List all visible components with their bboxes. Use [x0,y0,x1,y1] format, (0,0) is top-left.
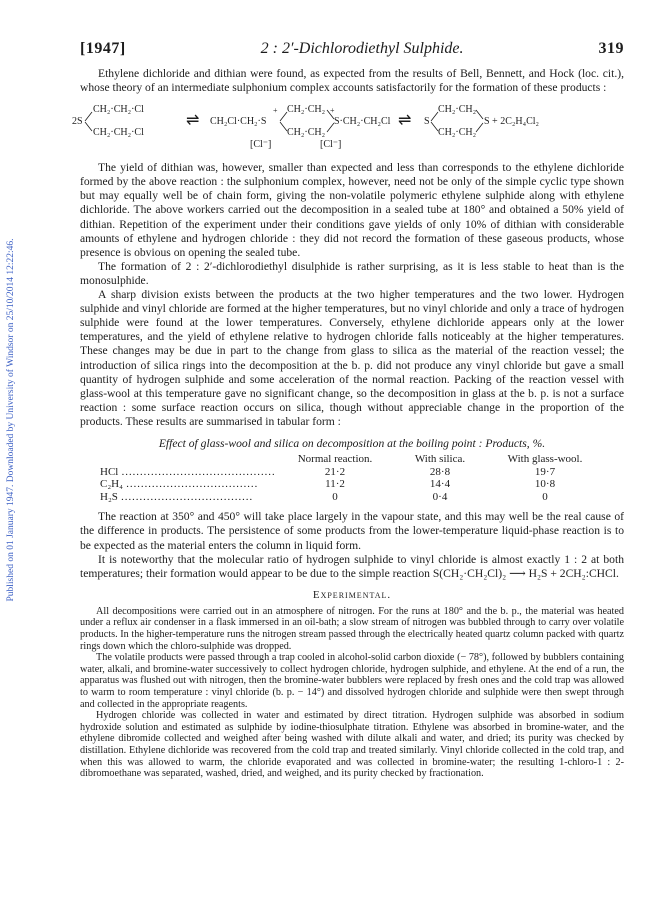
journal-year: [1947] [80,40,126,57]
reaction-scheme [72,97,624,155]
experimental-paragraph-1: All decompositions were carried out in an atmosphere of nitrogen. For the runs at 180° and the b. p., the material was heated under a reflux air condenser in a flask immersed in an oil-bath; a slow stream of nitrogen was bubbled through to carry over volatile products. In the higher-temperature runs the nitrogen stream passed through the electrically heated quartz column packed with quartz rings down which the chloro-sulphide was dropped. [80,605,624,652]
equilibrium-arrow-2: ⇌ [398,112,412,130]
table-cell: 10·8 [534,478,556,491]
row-label: C₂H₄ ……………………………… [100,478,258,491]
scheme-right-post: S + 2C₂H₄Cl₂ [484,116,539,128]
reaction-scheme-drawing [72,97,632,155]
scheme-left-bottom: CH₂·CH₂·Cl [93,127,144,139]
running-title: 2 : 2′-Dichlorodiethyl Sulphide. [260,40,464,57]
scheme-mid-bottom: CH₂·CH₂ [287,127,326,139]
scheme-right-top: CH₂·CH₂ [438,104,477,116]
paragraph-vapour-state: The reaction at 350° and 450° will take place largely in the vapour state, and this may well be the real cause of the difference in products. The persistence of some products from the lower-temperature liquid-phase reaction is to be expected as the material enters the column in liquid form. [80,510,624,552]
table-header-row [100,453,600,466]
paragraph-intro: Ethylene dichloride and dithian were found, as expected from the results of Bell, Bennett, and Hock (loc. cit.), whose theory of an intermediate sulphonium complex accounts satisfactorily for the formation of these products : [80,67,624,95]
scheme-mid-post: S·CH₂·CH₂Cl [334,116,391,128]
experimental-paragraph-3: Hydrogen chloride was collected in water and estimated by direct titration. Hydrogen sulphide was absorbed in sodium hydroxide solution and estimated as sulphide by iodine-thiosulphate titration. Ethylene was absorbed in bromine-water, and the ethylene dibromide collected and weighed after being washed with dilute alkali and water, and dried; its purity was checked by distillation. Ethylene dichloride was recovered from the cold trap and treated similarly. Vinyl chloride collected in the cold trap, and when this was allowed to warm, the chloride evaporated and was collected in bromine-water; the resulting 1-chloro-1 : 2-dibromoethane was separated, washed, dried, and weighed, and its purity checked by fractionation. [80,710,624,780]
scheme-right-bottom: CH₂·CH₂ [438,127,477,139]
table-row [100,466,600,479]
column-header: With glass-wool. [507,452,583,465]
scheme-plus-b: + [330,106,335,116]
row-label: HCl …………………………………… [100,465,276,478]
column-header: With silica. [414,452,466,465]
page-number: 319 [598,40,624,57]
running-header [80,40,624,58]
row-label: H₂S ……………………………… [100,490,253,503]
paragraph-disulphide: The formation of 2 : 2′-dichlorodiethyl disulphide is rather surprising, as it is less stable to heat than is the monosulphide. [80,259,624,287]
equilibrium-arrow-1: ⇌ [186,112,200,130]
chloride-ion-a: [Cl⁻] [250,139,272,151]
scheme-left-top: CH₂·CH₂·Cl [93,104,144,116]
experimental-paragraph-2: The volatile products were passed through a trap cooled in alcohol-solid carbon dioxide (− 78°), followed by bubblers containing water, alkali, and bromine-water successively to collect hydrogen chloride, hydrogen sulphide, and ethylene. At the end of a run, the apparatus was flushed out with nitrogen, then the bromine-water bubblers were replaced by fresh ones and the cold trap was allowed to warm to room temperature : vinyl chloride (b. p. − 14°) and dissolved hydrogen chloride and sulphide were then swept through and collected in the appropriate reagents. [80,652,624,710]
products-table [100,453,600,503]
provenance-text: Published on 01 January 1947. Downloaded by University of Windsor on 25/10/2014 12:22:46. [6,238,16,602]
scheme-right-s: S [424,116,430,128]
table-cell: 0 [542,490,548,503]
table-cell: 0·4 [432,490,448,503]
table-cell: 21·2 [324,465,346,478]
table-cell: 0 [332,490,338,503]
scheme-mid-pre: CH₂Cl·CH₂·S [210,116,267,128]
table-row [100,478,600,491]
journal-page [72,40,624,780]
experimental-heading: Experimental. [312,588,392,601]
table-cell: 28·8 [429,465,451,478]
table-caption: Effect of glass-wool and silica on decomposition at the boiling point : Products, %. [158,436,546,450]
table-row [100,491,600,504]
chloride-ion-b: [Cl⁻] [320,139,342,151]
paragraph-division: A sharp division exists between the products at the two higher temperatures and the two lower. Hydrogen sulphide and vinyl chloride are formed at the higher temperatures, but no vinyl chloride and only a trace of hydrogen sulphide were found at the lower temperatures. Conversely, ethylene dichloride appears only at the lower temperatures, and the yield of ethylene relative to hydrogen chloride falls noticeably at the higher temperatures. These changes may be due in part to the change from glass to silica as the material of the reaction vessel; the introduction of silica rings into the decomposition at the b. p. did not produce any vinyl chloride but gave a small quantity of hydrogen sulphide and some acceleration of the normal reaction. Packing of the reaction vessel with glass-wool at this temperature gave no significant change, so the decomposition in glass at the b. p. is not a surface reaction : some surface reaction occurs on silica, though without appreciable change in the proportion of the products. These results are summarised in tabular form : [80,288,624,428]
table-cell: 14·4 [429,478,451,491]
scheme-mid-top: CH₂·CH₂ [287,104,326,116]
table-corner [100,453,280,466]
column-header: Normal reaction. [297,452,373,465]
scheme-plus-a: + [273,106,278,116]
paragraph-dithian-yield: The yield of dithian was, however, smaller than expected and less than corresponds to the ethylene dichloride formed by the above reaction : the sulphonium complex, however, need not be only of the simple cyclic type shown but may equally well be of chain form, giving the non-volatile polymeric ethylene sulphide along with ethylene dichloride. The above workers carried out the decomposition in a sealed tube at 180° and obtained a 50% yield of dithian. Repetition of the experiment under their conditions gave yields of only 10% of dithian with considerable amounts of ethylene and hydrogen chloride : they did not record the formation of these gaseous products, whose presence is obvious on opening the sealed tube. [80,161,624,259]
paragraph-ratio: It is noteworthy that the molecular ratio of hydrogen sulphide to vinyl chloride is almost exactly 1 : 2 at both temperatures; their formation would appear to be due to the simple reaction S(CH₂·CH₂Cl)₂ ⟶ H₂S + 2CH₂:CHCl. [80,552,624,580]
download-provenance-note [4,140,18,700]
table-cell: 11·2 [325,478,345,491]
table-cell: 19·7 [534,465,556,478]
scheme-left-s: 2S [72,116,83,128]
